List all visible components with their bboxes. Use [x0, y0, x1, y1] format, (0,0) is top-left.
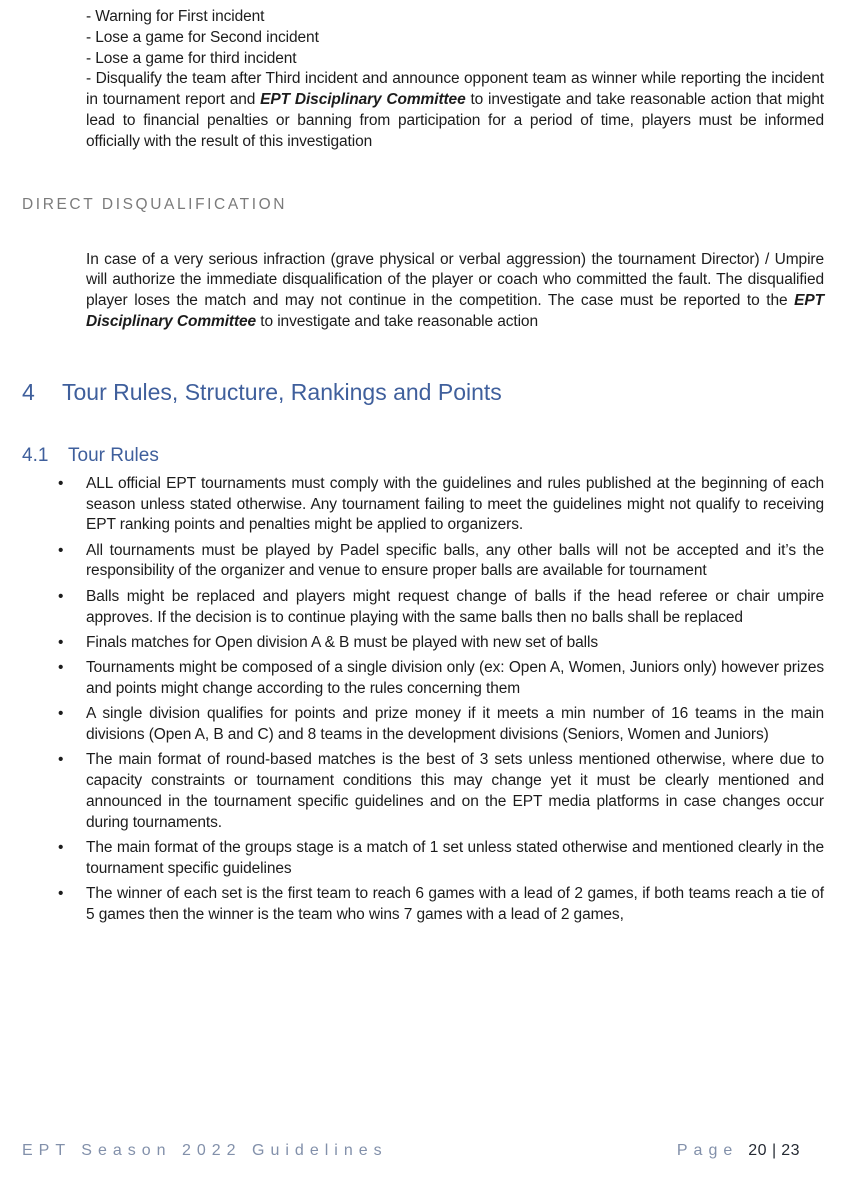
tour-rule-item: • All tournaments must be played by Padel specific balls, any other balls will not be accepted and it’s the responsibility of the organizer and venue to ensure proper balls are available for tournament: [86, 541, 824, 583]
disciplinary-committee-emphasis: EPT Disciplinary Committee: [86, 292, 824, 330]
disqualify-text-before: - Disqualify the team after Third incident and announce opponent team as winner while reporting the incident in tournament report and: [86, 70, 824, 109]
tour-rule-item: • A single division qualifies for points and prize money if it meets a min number of 16 teams in the main divisions (Open A, B and C) and 8 teams in the development divisions (Seniors, Women and Juniors): [86, 704, 824, 746]
tour-rule-item: • Tournaments might be composed of a single division only (ex: Open A, Women, Juniors only) however prizes and points might change according to the rules concerning them: [86, 658, 824, 700]
tour-rule-item: • The winner of each set is the first team to reach 6 games with a lead of 2 games, if both teams reach a tie of 5 games then the winner is the team who wins 7 games with a lead of 2 games,: [86, 884, 824, 926]
tour-rule-item: • Balls might be replaced and players might request change of balls if the head referee or chair umpire approves. If the decision is to continue playing with the same balls then no balls shall be replaced: [86, 587, 824, 629]
section-heading: [22, 378, 824, 406]
subsection-title: Tour Rules: [68, 444, 159, 466]
disqualify-text-after: to investigate and take reasonable action that might lead to financial penalties or banning from participation for a period of time, players must be informed officially with the result of this investigation: [86, 91, 824, 150]
direct-text-before: In case of a very serious infraction (grave physical or verbal aggression) the tournament Director) / Umpire will authorize the immediate disqualification of the player or coach who committed the fault. The disqualified player loses the match and may not continue in the competition. The case must be reported to the: [86, 250, 824, 310]
direct-disqualification-heading: DIRECT DISQUALIFICATION: [22, 195, 288, 213]
tour-rule-item: • The main format of round-based matches is the best of 3 sets unless mentioned otherwise, where due to capacity constraints or tournament conditions this may change yet it must be clearly mentioned and announced in the tournament specific guidelines and on the EPT media platforms in case changes occur during tournaments.: [86, 750, 824, 833]
section-number: 4: [22, 378, 35, 405]
incident-penalty-line: - Lose a game for third incident: [86, 49, 297, 67]
tour-rule-item: • Finals matches for Open division A & B must be played with new set of balls: [86, 633, 824, 654]
subsection-number: 4.1: [22, 444, 49, 466]
incident-penalty-list: [86, 7, 824, 69]
disqualify-paragraph: [86, 69, 824, 152]
page-indicator: [677, 1142, 800, 1160]
disciplinary-committee-emphasis: EPT Disciplinary Committee: [260, 91, 466, 109]
tour-rule-item: • The main format of the groups stage is a match of 1 set unless stated otherwise and mentioned clearly in the tournament specific guidelines: [86, 838, 824, 880]
page-label: Page: [676, 1142, 739, 1159]
section-title: Tour Rules, Structure, Rankings and Points: [62, 378, 502, 405]
tour-rules-list: [86, 474, 824, 926]
direct-text-after: to investigate and take reasonable action: [256, 312, 538, 330]
incident-penalty-line: - Warning for First incident: [86, 8, 265, 25]
subsection-heading: [22, 444, 824, 468]
page-footer: [22, 1142, 800, 1160]
page-total: 23: [781, 1142, 800, 1159]
page-separator: |: [772, 1142, 777, 1159]
tour-rule-item: • ALL official EPT tournaments must comply with the guidelines and rules published at the beginning of each season unless stated otherwise. Any tournament failing to meet the guidelines might not qualify to receiving EPT ranking points and penalties might be applied to organizers.: [86, 474, 824, 536]
footer-document-title: EPT Season 2022 Guidelines: [22, 1142, 388, 1159]
direct-disqualification-paragraph: [86, 250, 824, 333]
incident-penalty-line: - Lose a game for Second incident: [86, 28, 319, 46]
page-number: 20: [748, 1142, 768, 1159]
